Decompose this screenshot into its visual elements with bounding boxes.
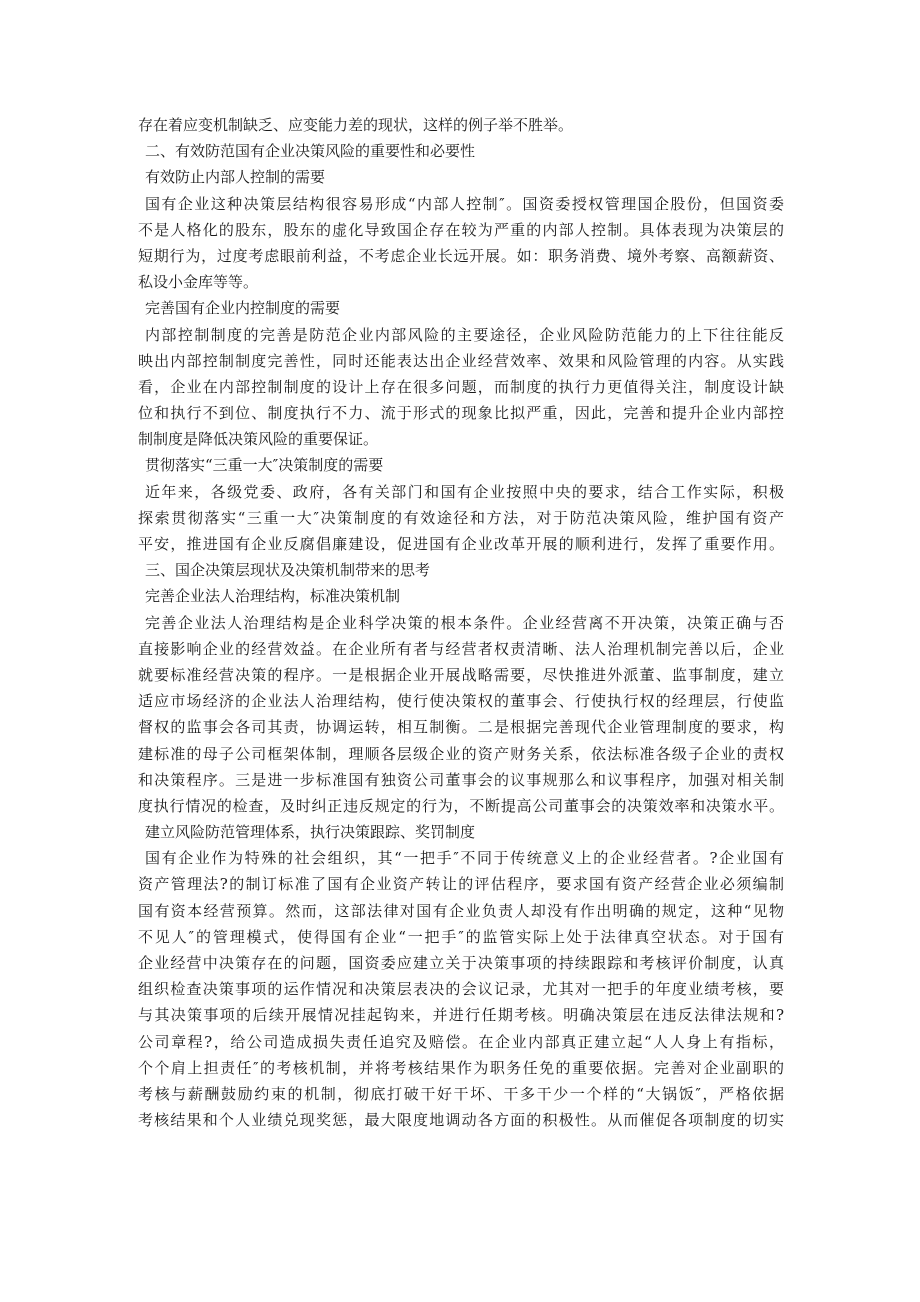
text-line: 直接影响企业的经营效益。在企业所有者与经营者权责清晰、法人治理机制完善以后，企业 [138, 639, 784, 658]
text-line: 国有企业这种决策层结构很容易形成“内部人控制″。国资委授权管理国企股份，但国资委 [145, 194, 784, 213]
text-line: 二、有效防范国有企业决策风险的重要性和必要性 [145, 142, 476, 161]
text-line: 位和执行不到位、制度执行不力、流于形式的现象比拟严重，因此，完善和提升企业内部控 [138, 404, 784, 423]
document-body [138, 112, 784, 1133]
text-line: 近年来，各级党委、政府，各有关部门和国有企业按照中央的要求，结合工作实际，积极 [145, 482, 784, 501]
text-line: 三、国企决策层现状及决策机制带来的思考 [145, 561, 431, 580]
text-line: 度执行情况的检查，及时纠正违反规定的行为，不断提高公司董事会的决策效率和决策水平。 [138, 796, 784, 815]
text-line: 存在着应变机制缺乏、应变能力差的现状，这样的例子举不胜举。 [138, 116, 574, 134]
text-line: 看，企业在内部控制制度的设计上存在很多问题，而制度的执行力更值得关注，制度设计缺 [138, 377, 784, 396]
text-line: 考核与薪酬鼓励约束的机制，彻底打破干好干坏、干多干少一个样的“大锅饭″，严格依据 [138, 1084, 784, 1103]
text-line: 短期行为，过度考虑眼前利益，不考虑企业长远开展。如：职务消费、境外考察、高额薪资、 [138, 246, 784, 265]
text-line: 与其决策事项的后续开展情况挂起钩来，并进行任期考核。明确决策层在违反法律法规和? [138, 1006, 784, 1025]
text-line: 个个肩上担责任″的考核机制，并将考核结果作为职务任免的重要依据。完善对企业副职的 [138, 1058, 784, 1077]
text-line: 私设小金库等等。 [138, 273, 259, 292]
text-line: 考核结果和个人业绩兑现奖惩，最大限度地调动各方面的积极性。从而催促各项制度的切实 [138, 1111, 784, 1130]
text-line: 督权的监事会各司其责，协调运转，相互制衡。二是根据完善现代企业管理制度的要求，构 [138, 718, 784, 737]
text-line: 国有企业作为特殊的社会组织，其“一把手″不同于传统意义上的企业经营者。?企业国有 [145, 849, 784, 868]
text-line: 完善国有企业内控制度的需要 [145, 299, 341, 318]
text-line: 和决策程序。三是进一步标准国有独资公司董事会的议事规那么和议事程序，加强对相关制 [138, 770, 784, 789]
text-line: 建标准的母子公司框架体制，理顺各层级企业的资产财务关系，依法标准各级子企业的责权 [138, 744, 784, 763]
text-line: 公司章程?，给公司造成损失责任追究及赔偿。在企业内部真正建立起“人人身上有指标， [138, 1032, 784, 1051]
text-line: 不是人格化的股东，股东的虚化导致国企存在较为严重的内部人控制。具体表现为决策层的 [138, 220, 784, 239]
text-line: 映出内部控制制度完善性，同时还能表达出企业经营效率、效果和风险管理的内容。从实践 [138, 351, 784, 370]
text-line: 有效防止内部人控制的需要 [145, 168, 326, 187]
text-line: 不见人″的管理模式，使得国有企业“一把手″的监管实际上处于法律真空状态。对于国有 [138, 927, 784, 946]
text-line: 适应市场经济的企业法人治理结构，使行使决策权的董事会、行使执行权的经理层，行使监 [138, 692, 784, 711]
text-line: 组织检查决策事项的运作情况和决策层表决的会议记录，尤其对一把手的年度业绩考核，要 [138, 980, 784, 999]
text-line: 企业经营中决策存在的问题，国资委应建立关于决策事项的持续跟踪和考核评价制度，认真 [138, 954, 784, 972]
text-line: 探索贯彻落实“三重一大″决策制度的有效途径和方法，对于防范决策风险，维护国有资产 [138, 508, 784, 527]
text-line: 完善企业法人治理结构是企业科学决策的根本条件。企业经营离不开决策，决策正确与否 [145, 613, 784, 632]
text-line: 制制度是降低决策风险的重要保证。 [138, 430, 379, 449]
text-line: 平安，推进国有企业反腐倡廉建设，促进国有企业改革开展的顺利进行，发挥了重要作用。 [138, 535, 784, 553]
text-line: 贯彻落实“三重一大″决策制度的需要 [145, 456, 384, 475]
text-line: 完善企业法人治理结构，标准决策机制 [145, 587, 401, 606]
text-line: 国有资本经营预算。然而，这部法律对国有企业负责人却没有作出明确的规定，这种“见物 [138, 901, 784, 920]
text-line: 就要标准经营决策的程序。一是根据企业开展战略需要，尽快推进外派董、监事制度，建立 [138, 665, 784, 684]
text-line: 建立风险防范管理体系，执行决策跟踪、奖罚制度 [145, 823, 476, 842]
text-line: 资产管理法?的制订标准了国有企业资产转让的评估程序，要求国有资产经营企业必须编制 [138, 875, 784, 894]
text-line: 内部控制制度的完善是防范企业内部风险的主要途径，企业风险防范能力的上下往往能反 [145, 325, 784, 344]
